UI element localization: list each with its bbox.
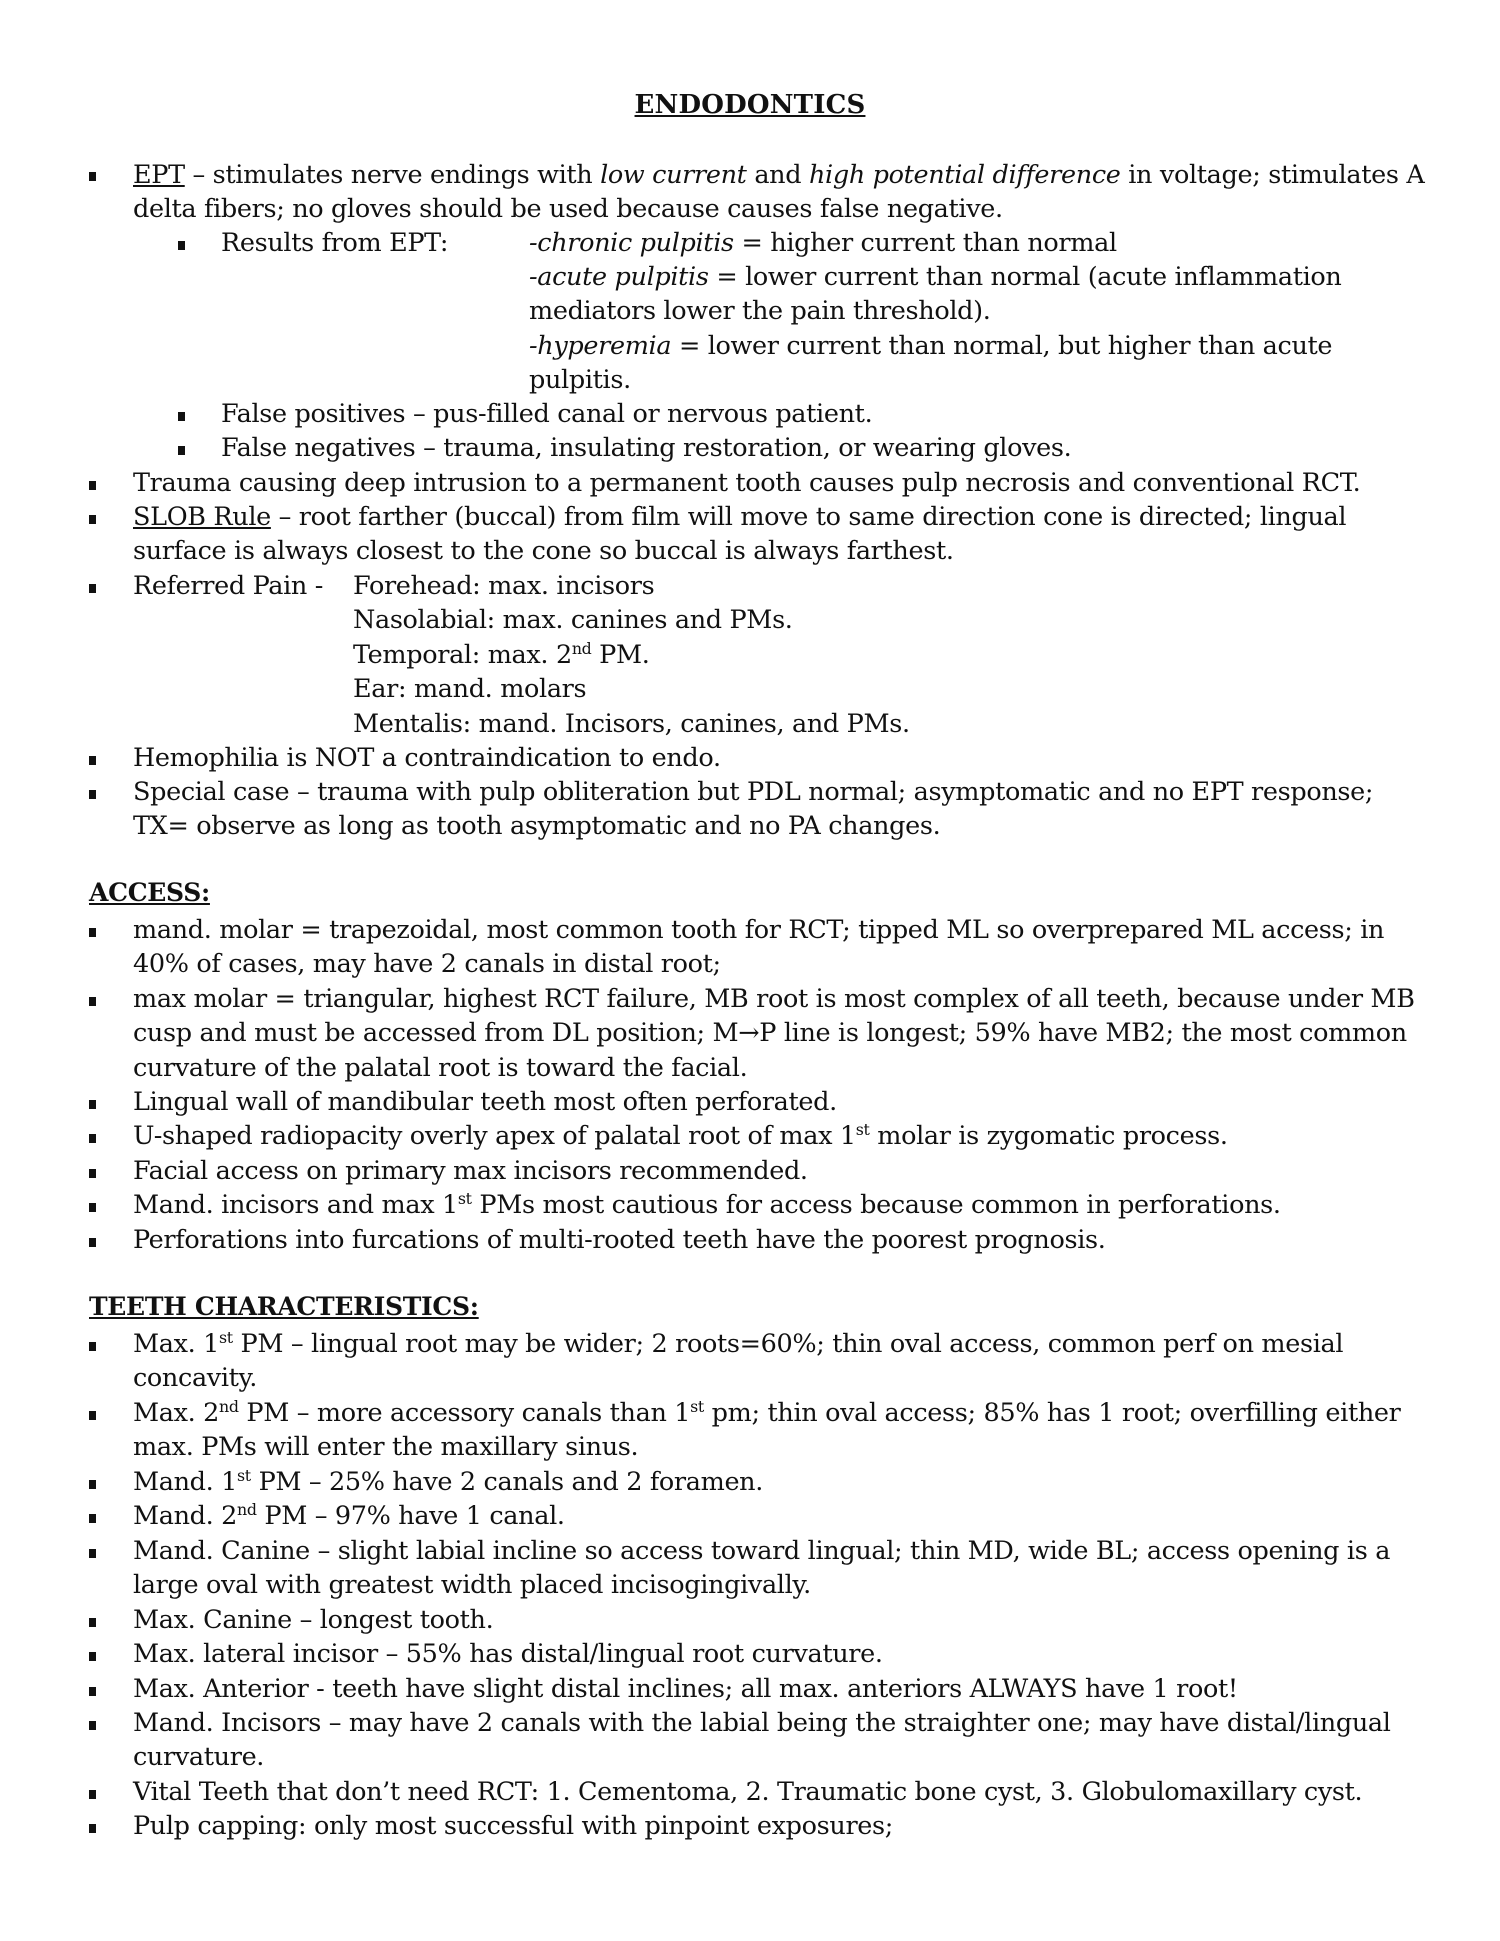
vital-teeth: Vital Teeth that don’t need RCT: 1. Cementoma, 2. Traumatic bone cyst, 3. Globulomaxillary cyst. <box>133 1777 1363 1807</box>
teeth-heading: TEETH CHARACTERISTICS: <box>89 1292 479 1321</box>
text: PM – 97% have 1 canal. <box>256 1501 565 1531</box>
text: Temporal: max. 2 <box>353 640 572 670</box>
superscript: nd <box>219 1397 239 1416</box>
ept-term: EPT <box>133 160 185 190</box>
max-1st-pm-2: concavity. <box>133 1363 257 1393</box>
superscript: st <box>237 1466 251 1485</box>
lingual-wall: Lingual wall of mandibular teeth most often perforated. <box>133 1087 837 1117</box>
max-molar-3: curvature of the palatal root is toward the facial. <box>133 1053 748 1083</box>
slob-term: SLOB Rule <box>133 502 271 532</box>
bullet-icon <box>89 1618 96 1627</box>
mand-incisors-2: curvature. <box>133 1742 265 1772</box>
text: Nasolabial: max. canines and PMs. <box>353 605 793 635</box>
superscript: st <box>219 1328 233 1347</box>
facial-access: Facial access on primary max incisors recommended. <box>133 1156 808 1186</box>
superscript: nd <box>571 639 592 658</box>
text: = higher current than normal <box>733 228 1117 258</box>
text: – root farther (buccal) from film will move to same direction cone is directed; lingual <box>270 502 1347 532</box>
bullet-icon <box>89 1652 96 1661</box>
bullet-icon <box>89 1687 96 1696</box>
max-1st-pm-1 <box>133 1327 1343 1362</box>
text: U-shaped radiopacity overly apex of palatal root of max 1 <box>133 1121 856 1151</box>
mand-incisors-1: Mand. Incisors – may have 2 canals with the labial being the straighter one; may have distal/lingual <box>133 1708 1391 1738</box>
bullet-icon <box>89 1824 96 1833</box>
mand-1st-pm <box>133 1465 763 1500</box>
mand-molar-2: 40% of cases, may have 2 canals in distal root; <box>133 949 721 979</box>
text: PM – more accessory canals than 1 <box>238 1398 691 1428</box>
special-case-2: TX= observe as long as tooth asymptomatic and no PA changes. <box>133 811 941 841</box>
bullet-icon <box>89 756 96 765</box>
slob-rule-1 <box>133 500 1346 535</box>
pulp-capping: Pulp capping: only most successful with pinpoint exposures; <box>133 1811 894 1841</box>
low-current: low current <box>600 160 747 190</box>
bullet-icon <box>89 1169 96 1178</box>
text: Mand. 2 <box>133 1501 238 1531</box>
referred-pain-forehead <box>353 569 654 604</box>
text: pm; thin oval access; 85% has 1 root; overfilling either <box>703 1398 1401 1428</box>
bullet-icon <box>89 1514 96 1523</box>
mand-molar-1: mand. molar = trapezoidal, most common tooth for RCT; tipped ML so overprepared ML access; in <box>133 915 1385 945</box>
page-title: ENDODONTICS <box>634 90 866 120</box>
bullet-icon <box>89 1203 96 1212</box>
max-2nd-pm-1 <box>133 1396 1401 1431</box>
text: Mand. 1 <box>133 1467 238 1497</box>
text: = lower current than normal, but higher than acute <box>671 331 1333 361</box>
superscript: st <box>855 1120 870 1139</box>
bullet-icon <box>89 481 96 490</box>
term: -hyperemia <box>529 331 672 361</box>
term: -chronic pulpitis <box>529 228 734 258</box>
max-anterior: Max. Anterior - teeth have slight distal inclines; all max. anteriors ALWAYS have 1 root! <box>133 1674 1238 1704</box>
max-molar-2: cusp and must be accessed from DL position; M→P line is longest; 59% have MB2; the most common <box>133 1018 1407 1048</box>
mand-canine-1: Mand. Canine – slight labial incline so access toward lingual; thin MD, wide BL; access opening is a <box>133 1536 1391 1566</box>
superscript: nd <box>237 1500 257 1519</box>
referred-pain-temporal <box>353 638 650 673</box>
max-molar-1: max molar = triangular, highest RCT failure, MB root is most complex of all teeth, because under MB <box>133 984 1415 1014</box>
sub-bullet-icon <box>178 446 185 455</box>
acute-pulpitis <box>529 260 1341 295</box>
max-lateral-incisor: Max. lateral incisor – 55% has distal/lingual root curvature. <box>133 1639 883 1669</box>
sub-bullet-icon <box>178 241 185 250</box>
false-positives: False positives – pus-filled canal or nervous patient. <box>221 399 873 429</box>
text: PM – lingual root may be wider; 2 roots=60%; thin oval access, common perf on mesial <box>232 1329 1344 1359</box>
bullet-icon <box>89 515 96 524</box>
referred-pain-ear <box>353 672 586 707</box>
chronic-pulpitis <box>529 226 1117 261</box>
bullet-icon <box>89 1549 96 1558</box>
sub-bullet-icon <box>178 412 185 421</box>
hyperemia <box>529 329 1332 364</box>
text: and <box>746 160 809 190</box>
text: PM – 25% have 2 canals and 2 foramen. <box>250 1467 764 1497</box>
bullet-icon <box>89 1411 96 1420</box>
acute-pulpitis-2: mediators lower the pain threshold). <box>529 296 991 326</box>
referred-pain-mentalis <box>353 707 910 742</box>
referred-pain-nasolabial <box>353 603 793 638</box>
bullet-icon <box>89 1721 96 1730</box>
bullet-icon <box>89 1480 96 1489</box>
text: Mand. incisors and max 1 <box>133 1190 458 1220</box>
slob-rule-2: surface is always closest to the cone so buccal is always farthest. <box>133 536 954 566</box>
bullet-icon <box>89 1342 96 1351</box>
term: -acute pulpitis <box>529 262 709 292</box>
ept-line-1 <box>133 158 1424 193</box>
text: PMs most cautious for access because common in perforations. <box>471 1190 1281 1220</box>
text: = lower current than normal (acute inflammation <box>708 262 1342 292</box>
text: PM. <box>591 640 650 670</box>
text: – stimulates nerve endings with <box>184 160 601 190</box>
text: Forehead: max. incisors <box>353 571 655 601</box>
max-2nd-pm-2: max. PMs will enter the maxillary sinus. <box>133 1432 639 1462</box>
bullet-icon <box>89 1134 96 1143</box>
bullet-icon <box>89 1238 96 1247</box>
u-shaped-radiopacity <box>133 1119 1228 1154</box>
bullet-icon <box>89 1790 96 1799</box>
text: Max. 2 <box>133 1398 220 1428</box>
bullet-icon <box>89 1100 96 1109</box>
text: in voltage; stimulates A <box>1120 160 1425 190</box>
bullet-icon <box>89 928 96 937</box>
hemophilia: Hemophilia is NOT a contraindication to endo. <box>133 743 721 773</box>
perforations: Perforations into furcations of multi-rooted teeth have the poorest prognosis. <box>133 1225 1106 1255</box>
false-negatives: False negatives – trauma, insulating restoration, or wearing gloves. <box>221 433 1072 463</box>
access-heading: ACCESS: <box>89 878 210 907</box>
bullet-icon <box>89 172 96 181</box>
bullet-icon <box>89 997 96 1006</box>
mand-canine-2: large oval with greatest width placed incisogingivally. <box>133 1570 811 1600</box>
bullet-icon <box>89 584 96 593</box>
text: molar is zygomatic process. <box>869 1121 1228 1151</box>
special-case-1: Special case – trauma with pulp obliteration but PDL normal; asymptomatic and no EPT response; <box>133 777 1374 807</box>
bullet-icon <box>89 790 96 799</box>
text: Ear: mand. molars <box>353 674 587 704</box>
superscript: st <box>690 1397 704 1416</box>
text: Mentalis: mand. Incisors, canines, and PMs. <box>353 709 910 739</box>
mand-2nd-pm <box>133 1499 565 1534</box>
ept-line-2: delta fibers; no gloves should be used because causes false negative. <box>133 194 1003 224</box>
hyperemia-2: pulpitis. <box>529 365 631 395</box>
results-label: Results from EPT: <box>221 228 449 258</box>
referred-pain-label: Referred Pain - <box>133 571 323 601</box>
high-potential: high potential difference <box>808 160 1121 190</box>
mand-incisors-access <box>133 1188 1281 1223</box>
trauma-intrusion: Trauma causing deep intrusion to a permanent tooth causes pulp necrosis and conventional RCT. <box>133 468 1361 498</box>
superscript: st <box>457 1189 472 1208</box>
text: Max. 1 <box>133 1329 220 1359</box>
max-canine: Max. Canine – longest tooth. <box>133 1605 494 1635</box>
